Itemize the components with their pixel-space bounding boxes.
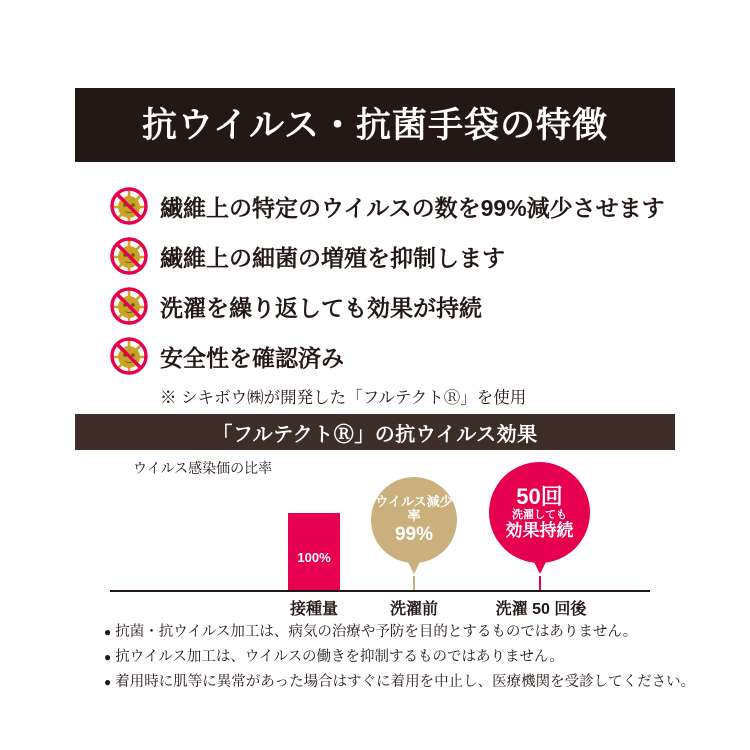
bullet-icon: ●	[104, 625, 112, 639]
section-band	[75, 414, 675, 450]
virus-blocked-icon	[108, 335, 150, 377]
bullet-icon: ●	[104, 650, 112, 664]
feature-label: 安全性を確認済み	[160, 344, 344, 371]
list-item	[108, 282, 668, 330]
bar-value-label: 100%	[297, 550, 331, 565]
disclaimer-text: 抗菌・抗ウイルス加工は、病気の治療や予防を目的とするものではありません。	[115, 624, 638, 640]
feature-label: 繊維上の特定のウイルスの数を99%減少させます	[160, 194, 665, 221]
bubble-line-2: 99%	[394, 523, 434, 545]
bubble-line-1: 50回	[516, 483, 563, 509]
x-axis-label: 洗濯 50 回後	[495, 601, 587, 618]
bubble-line-1: ウイルス減少率	[375, 493, 453, 524]
feature-label: 繊維上の細菌の増殖を抑制します	[160, 244, 505, 271]
bubble-stem-wash-before	[413, 576, 415, 590]
list-item	[104, 625, 664, 640]
disclaimer-text: 着用時に肌等に異常があった場合はすぐに着用を中止し、医療機関を受診してください。	[115, 674, 696, 690]
feature-list	[108, 182, 668, 408]
disclaimer-text: 抗ウイルス加工は、ウイルスの働きを抑制するものではありません。	[115, 649, 564, 665]
x-axis-label: 接種量	[289, 601, 338, 618]
bubble-line-3: 効果持続	[505, 521, 574, 541]
page-title: 抗ウイルス・抗菌手袋の特徴	[142, 105, 608, 145]
feature-label: 洗濯を繰り返しても効果が持続	[160, 294, 482, 321]
header-band	[75, 88, 675, 162]
disclaimer-list	[104, 624, 696, 700]
bubble-line-2: 洗濯しても	[512, 509, 567, 522]
list-item	[108, 232, 668, 280]
chart-axis	[110, 590, 650, 592]
antiviral-effect-chart	[75, 450, 675, 620]
chart-caption: ウイルス感染価の比率	[133, 460, 273, 476]
virus-blocked-icon	[108, 235, 150, 277]
bubble-stem-wash-50	[539, 576, 541, 590]
bullet-icon: ●	[104, 675, 112, 689]
virus-blocked-icon	[108, 185, 150, 227]
list-item	[108, 332, 668, 380]
list-item	[108, 182, 668, 230]
annotation-bubble-wash-50	[489, 462, 590, 563]
section-title: 「フルテクトⓇ」の抗ウイルス効果	[212, 423, 538, 446]
virus-blocked-icon	[108, 285, 150, 327]
annotation-bubble-wash-before	[371, 477, 457, 563]
list-item	[104, 674, 696, 690]
list-item	[104, 650, 664, 665]
x-axis-label: 洗濯前	[389, 601, 438, 618]
feature-note: ※ シキボウ㈱が開発した「フルテクトⓇ」を使用	[160, 389, 527, 407]
